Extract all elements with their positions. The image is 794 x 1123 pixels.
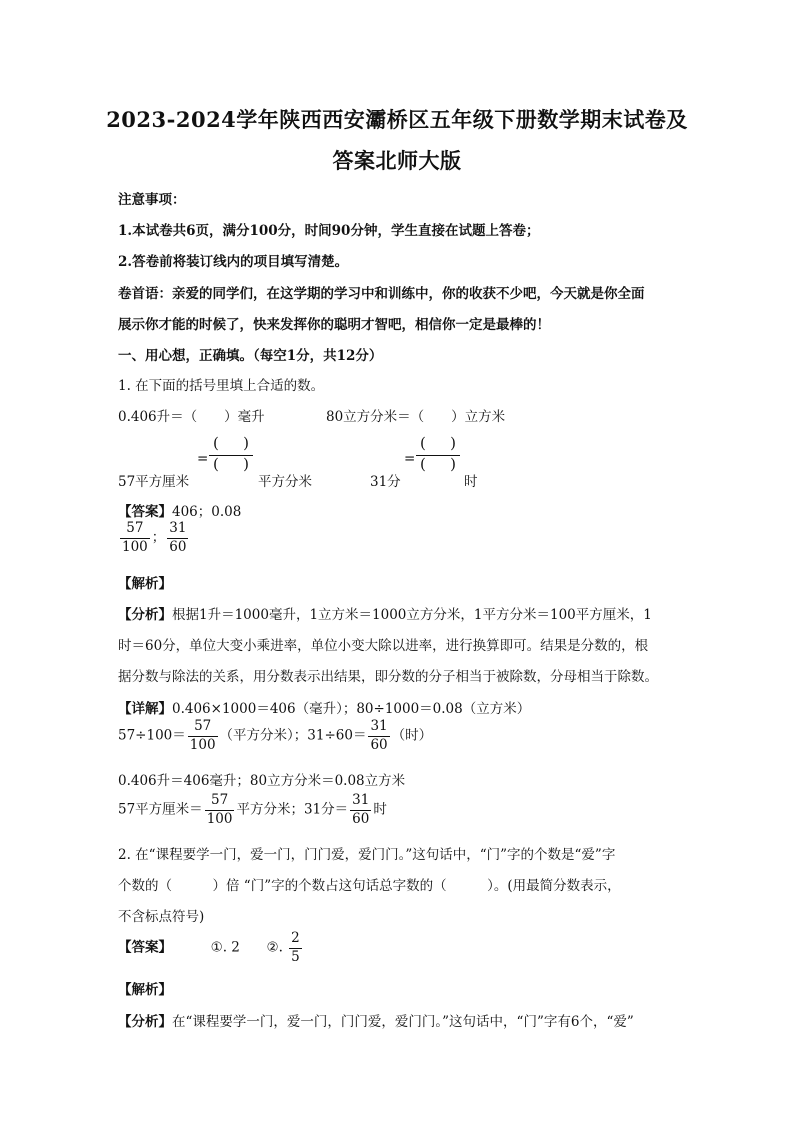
detail-text: 57平方厘米＝	[118, 801, 203, 818]
question-2-stem-2: 个数的（ ）倍 “门”字的个数占这句话总字数的（ ）。(用最简分数表示，	[118, 878, 621, 894]
detail-text: 时	[373, 801, 387, 818]
detail-text: 57÷100＝	[118, 727, 186, 744]
answer-1: ①. 2	[210, 939, 240, 956]
detail-line-2	[118, 720, 432, 752]
fraction: $\frac{31}{60}$	[352, 792, 370, 827]
question-1-row2-right-unit: 时	[464, 474, 478, 490]
fenxi-label: 【分析】	[118, 1014, 172, 1030]
paren-close: )	[450, 455, 456, 473]
intro-line-2: 展示你才能的时候了，快来发挥你的聪明才智吧，相信你一定是最棒的！	[118, 317, 550, 333]
intro-line-1: 卷首语：亲爱的同学们，在这学期的学习中和训练中，你的收获不少吧，今天就是你全面	[118, 286, 645, 302]
detail-text: （平方分米）；31÷60＝	[219, 727, 367, 744]
blank-fraction[interactable]	[209, 434, 253, 473]
detail-text: 0.406×1000＝406（毫升）；80÷1000＝0.08（立方米）	[172, 701, 531, 717]
paren-close: )	[450, 434, 456, 452]
fenxi-text: 根据1升＝1000毫升，1立方米＝1000立方分米，1平方分米＝100平方厘米，1	[172, 607, 652, 623]
fraction: $\frac{31}{60}$	[169, 520, 187, 555]
detail-line-1	[118, 697, 530, 717]
document-title-line1: 2023-2024学年陕西西安灞桥区五年级下册数学期末试卷及	[106, 107, 688, 132]
answer-fractions	[118, 522, 190, 554]
question-2-answer	[118, 932, 304, 964]
detail-text: 平方分米；31分＝	[236, 801, 349, 818]
question-1-row2-left-unit: 平方分米	[258, 474, 312, 490]
paren-close: )	[243, 455, 249, 473]
fraction: $\frac{31}{60}$	[370, 718, 388, 753]
section-heading: 一、用心想，正确填。（每空1分，共12分）	[118, 348, 383, 364]
fenxi-text: 在“课程要学一门，爱一门，门门爱，爱门门。”这句话中，“门”字有6个，“爱”	[172, 1014, 634, 1030]
fraction: $\frac{57}{100}$	[206, 792, 233, 827]
question-2-stem-3: 不含标点符号)	[118, 909, 205, 925]
paren-open: (	[213, 434, 219, 452]
answer-label: 【答案】	[118, 504, 172, 520]
answer-text: 406；0.08	[172, 504, 242, 520]
answer-2: ②.	[266, 939, 283, 956]
question-1-row1-left: 0.406升＝（ ）毫升	[118, 409, 265, 425]
separator: ；	[151, 529, 166, 546]
question-2-stem-1: 2. 在“课程要学一门，爱一门，门门爱，爱门门。”这句话中，“门”字的个数是“爱”字	[118, 847, 616, 863]
detail-label: 【详解】	[118, 701, 172, 717]
notice-heading: 注意事项：	[118, 192, 186, 208]
fraction: $\frac{57}{100}$	[122, 520, 148, 555]
fraction: $\frac{57}{100}$	[189, 718, 216, 753]
equals-sign: =	[404, 451, 416, 467]
fenxi-line-3: 据分数与除法的关系，用分数表示出结果，即分数的分子相当于被除数，分母相当于除数。	[118, 669, 658, 685]
notice-item-2: 2.答卷前将装订线内的项目填写清楚。	[118, 254, 349, 270]
blank-fraction[interactable]	[416, 434, 460, 473]
question-1-stem: 1. 在下面的括号里填上合适的数。	[118, 378, 325, 394]
fenxi-line	[118, 1010, 634, 1030]
document-title-line2: 答案北师大版	[332, 148, 462, 173]
fenxi-label: 【分析】	[118, 607, 172, 623]
paren-open: (	[420, 434, 426, 452]
detail-line-3: 0.406升＝406毫升；80立方分米＝0.08立方米	[118, 773, 406, 789]
detail-text: （时）	[391, 727, 433, 744]
question-1-row2-left-prefix: 57平方厘米	[118, 474, 190, 490]
paren-open: (	[213, 455, 219, 473]
question-1-row2-right-prefix: 31分	[370, 474, 401, 490]
answer-line	[118, 500, 241, 520]
question-1-row1-right: 80立方分米＝（ ）立方米	[326, 409, 506, 425]
detail-line-4	[118, 794, 387, 826]
paren-close: )	[243, 434, 249, 452]
fenxi-line-2: 时＝60分，单位大变小乘进率，单位小变大除以进率，进行换算即可。结果是分数的，根	[118, 638, 649, 654]
notice-item-1: 1.本试卷共6页，满分100分，时间90分钟，学生直接在试题上答卷；	[118, 223, 540, 239]
fraction: $\frac{2}{5}$	[291, 930, 300, 965]
analysis-label: 【解析】	[118, 576, 172, 592]
fenxi-line-1	[118, 603, 652, 623]
equals-sign: =	[197, 451, 209, 467]
answer-label: 【答案】	[118, 939, 172, 956]
paren-open: (	[420, 455, 426, 473]
analysis-label: 【解析】	[118, 982, 172, 998]
